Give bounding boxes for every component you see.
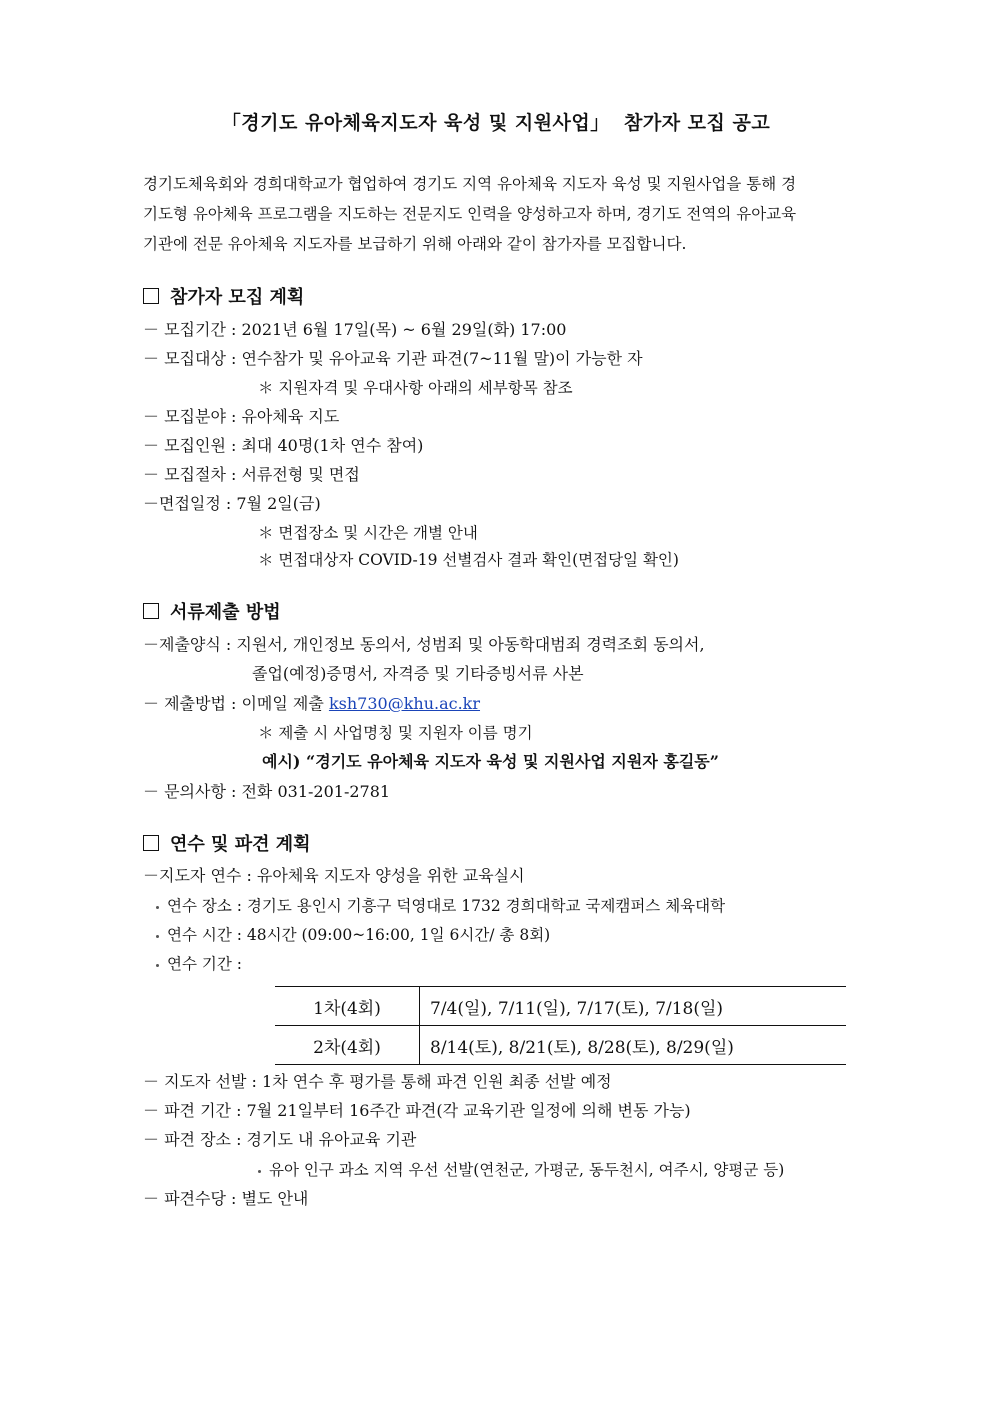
training-place-text: 연수 장소 : 경기도 용인시 기흥구 덕영대로 1732 경희대학교 국제캠퍼스 체육대학 [167, 897, 726, 915]
submission-example: 예시) “경기도 유아체육 지도자 육성 및 지원사업 지원자 홍길동” [262, 752, 719, 771]
email-link[interactable]: ksh730@khu.ac.kr [328, 694, 481, 713]
schedule-round-cell: 1차(4회) [275, 987, 420, 1026]
leader-selection: － 지도자 선발 : 1차 연수 후 평가를 통해 파견 인원 최종 선발 예정 [143, 1072, 612, 1091]
section-heading-text: 연수 및 파견 계획 [170, 834, 311, 855]
training-info: －지도자 연수 : 유아체육 지도자 양성을 위한 교육실시 [143, 866, 525, 885]
section-heading-recruitment [143, 285, 304, 311]
bullet-dot-icon [258, 1170, 261, 1173]
page-title: 「경기도 유아체육지도자 육성 및 지원사업」 참가자 모집 공고 [221, 112, 771, 134]
intro-line-1: 경기도체육회와 경희대학교가 협업하여 경기도 지역 유아체육 지도자 육성 및 지원사업을 통해 경 [143, 175, 797, 193]
recruit-target: － 모집대상 : 연수참가 및 유아교육 기관 파견(7~11월 말)이 가능한 자 [143, 349, 643, 368]
training-hours [156, 923, 550, 947]
section-heading-text: 참가자 모집 계획 [170, 287, 305, 308]
interview-note-1: ＊ 면접장소 및 시간은 개별 안내 [258, 524, 478, 542]
recruit-target-note: ＊ 지원자격 및 우대사항 아래의 세부항목 참조 [258, 379, 573, 397]
dispatch-place-note-text: 유아 인구 과소 지역 우선 선발(연천군, 가평군, 동두천시, 여주시, 양평군 등) [269, 1161, 785, 1179]
checkbox-square-icon [143, 835, 159, 851]
bullet-dot-icon [156, 935, 159, 938]
intro-line-3: 기관에 전문 유아체육 지도자를 보급하기 위해 아래와 같이 참가자를 모집합니다. [143, 235, 687, 253]
recruit-period: － 모집기간 : 2021년 6월 17일(목) ~ 6월 29일(화) 17:00 [143, 320, 567, 339]
checkbox-square-icon [143, 288, 159, 304]
recruit-procedure: － 모집절차 : 서류전형 및 면접 [143, 465, 360, 484]
recruit-count: － 모집인원 : 최대 40명(1차 연수 참여) [143, 436, 424, 455]
submission-method [143, 692, 480, 716]
schedule-round-cell: 2차(4회) [275, 1026, 420, 1065]
checkbox-square-icon [143, 603, 159, 619]
section-heading-training [143, 832, 311, 858]
intro-line-2: 기도형 유아체육 프로그램을 지도하는 전문지도 인력을 양성하고자 하며, 경기도 전역의 유아교육 [143, 205, 797, 223]
training-hours-text: 연수 시간 : 48시간 (09:00~16:00, 1일 6시간/ 총 8회) [167, 926, 551, 944]
interview-schedule: －면접일정 : 7월 2일(금) [143, 494, 321, 513]
training-schedule-table [275, 986, 846, 1065]
dispatch-allowance: － 파견수당 : 별도 안내 [143, 1189, 309, 1208]
training-place [156, 894, 725, 918]
bullet-dot-icon [156, 906, 159, 909]
table-row [275, 987, 846, 1026]
recruit-field: － 모집분야 : 유아체육 지도 [143, 407, 340, 426]
training-duration-label [156, 952, 242, 976]
schedule-dates-cell: 7/4(일), 7/11(일), 7/17(토), 7/18(일) [420, 987, 847, 1026]
schedule-dates-cell: 8/14(토), 8/21(토), 8/28(토), 8/29(일) [420, 1026, 847, 1065]
bullet-dot-icon [156, 964, 159, 967]
training-duration-text: 연수 기간 : [167, 955, 242, 973]
dispatch-period: － 파견 기간 : 7월 21일부터 16주간 파견(각 교육기관 일정에 의해 변동 가능) [143, 1101, 691, 1120]
section-heading-documents [143, 600, 281, 626]
section-heading-text: 서류제출 방법 [170, 602, 281, 623]
contact-info: － 문의사항 : 전화 031-201-2781 [143, 782, 391, 801]
submission-forms-line-1: －제출양식 : 지원서, 개인정보 동의서, 성범죄 및 아동학대범죄 경력조회 동의서, [143, 635, 705, 654]
interview-note-2: ＊ 면접대상자 COVID-19 선별검사 결과 확인(면접당일 확인) [258, 551, 679, 569]
submission-method-label: － 제출방법 : 이메일 제출 [143, 694, 329, 713]
table-row [275, 1026, 846, 1065]
dispatch-place-note [258, 1158, 784, 1182]
submission-forms-line-2: 졸업(예정)증명서, 자격증 및 기타증빙서류 사본 [252, 664, 584, 683]
dispatch-place: － 파견 장소 : 경기도 내 유아교육 기관 [143, 1130, 417, 1149]
submission-method-note: ＊ 제출 시 사업명칭 및 지원자 이름 명기 [258, 724, 533, 742]
